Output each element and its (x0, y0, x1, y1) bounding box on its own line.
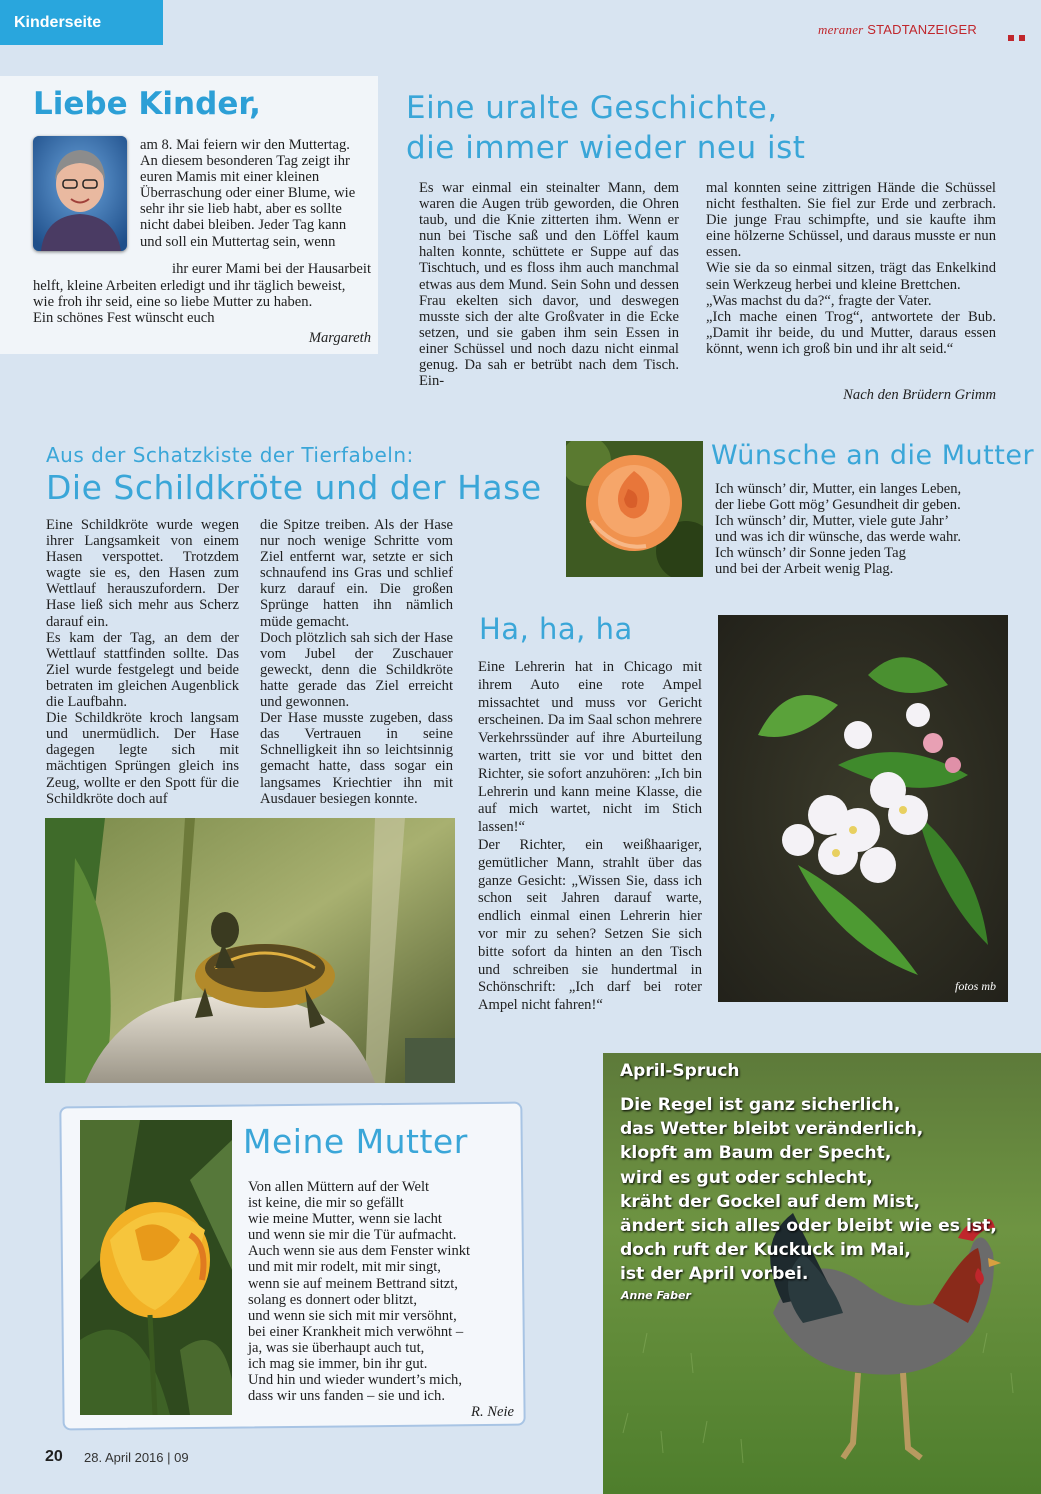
letter-line: wie froh ihr seid, eine so liebe Mutter zu haben. (33, 294, 313, 311)
fable-kicker: Aus der Schatzkiste der Tierfabeln: (46, 443, 414, 467)
letter-line: nicht dabei bleiben. Jeder Tag kann (140, 217, 347, 234)
poem-text: Von allen Müttern auf der Welt ist keine, die mir so gefällt wie meine Mutter, wenn sie lacht und wenn sie mir die Tür aufmacht. Auch wenn sie aus dem Fenster winkt und mit mir rodelt, mit mir singt, wenn sie auf meinem Bettrand sitzt, solang es donnert oder blitzt, und wenn sie sich mit mir versöhnt, bei einer Krankheit mich verwöhnt – ja, was sie überhaupt auch tut, ich mag sie immer, bin ihr gut. Und hin und wieder wundert’s mich, dass wir uns fanden – sie und ich. (248, 1179, 471, 1405)
story-column-2: mal konnten seine zittrigen Hände die Schüssel nicht festhalten. Sie fiel zur Erde und zerbrach. Die junge Frau schimpfte, und sie kaufte ihm eine hölzerne Schüssel, und daraus musste er nun essen. Wie sie da so einmal sitzen, trägt das Enkelkind sein Werkzeug herbei und kleine Brettchen. „Was machst du da?“, fragte der Vater. „Ich mache einen Trog“, antwortete der Bub. „Damit ihr beide, du und Mutter, daraus essen könnt, wenn ich groß bin und ihr alt seid.“ (706, 180, 996, 357)
fable-column-2: die Spitze treiben. Als der Hase nur noch wenige Schritte vom Ziel entfernt war, setzte er sich schnaufend ins Gras und schlief kurz darauf ein. Die großen Sprünge hatten ihn nämlich müde gemacht. Doch plötzlich sah sich der Hase vom Jubel der Zuschauer geweckt, denn die Schildkröte hatte gerade das Ziel erreicht und gewonnen. Der Hase musste zugeben, dass das Vertrauen in seine Schnelligkeit ihn so leichtsinnig gemacht hatte, dass sogar ein langsames Kriechtier ihn mit Ausdauer besiegen konnte. (260, 517, 453, 807)
letter-line: Ein schönes Fest wünscht euch (33, 310, 215, 327)
portrait-photo (33, 136, 127, 251)
poem-author: R. Neie (471, 1404, 514, 1420)
logo-dots (1003, 28, 1025, 46)
letter-line: sehr ihr sie lieb habt, aber es sollte (140, 201, 342, 218)
apple-blossom-photo (718, 615, 1008, 1002)
story-credit: Nach den Brüdern Grimm (843, 387, 996, 403)
joke-title: Ha, ha, ha (479, 612, 633, 646)
turtle-photo (45, 818, 455, 1083)
poem-title: Meine Mutter (243, 1122, 468, 1161)
orange-rose-photo (566, 441, 703, 577)
story-title: Eine uralte Geschichte, die immer wieder neu ist (406, 90, 806, 166)
wishes-title: Wünsche an die Mutter (711, 440, 1035, 471)
letter-line: Überraschung oder einer Blume, wie (140, 185, 356, 202)
april-title: April-Spruch (620, 1061, 740, 1081)
wishes-poem: Ich wünsch’ dir, Mutter, ein langes Leben, der liebe Gott mög’ Gesundheit dir geben. Ich wünsch’ dir, Mutter, viele gute Jahr’ und was ich dir wünsche, das werde wahr. Ich wünsch’ dir Sonne jeden Tag und bei der Arbeit wenig Plag. (715, 481, 962, 578)
letter-line: euren Mamis mit einer kleinen (140, 169, 320, 186)
letter-signature: Margareth (308, 330, 371, 346)
section-tag (0, 0, 163, 45)
letter-line: am 8. Mai feiern wir den Muttertag. (140, 137, 350, 153)
joke-text: Eine Lehrerin hat in Chicago mit ihrem Auto eine rote Ampel missachtet und muss vor Gericht erscheinen. Da im Saal schon mehrere Verkehrssünder auf ihre Aburteilung warten, tritt sie vor und bittet den Richter, sie sofort anzuhören: „Ich bin Lehrerin und kann meine Klasse, die auf mich wartet, nicht im Stich lassen!“ Der Richter, ein weißhaariger, gemütlicher Mann, strahlt über das ganze Gesicht: „Wissen Sie, dass ich schon seit Jahren darauf warte, endlich einmal einen Lehrerin hier vor mir zu sehen? Setzen Sie sich bitte sofort da hinten an den Tisch und schreiben sie hundertmal in Schönschrift: „Ich darf bei roter Ampel nicht fahren!“ (478, 659, 702, 1014)
letter-text-full (33, 278, 373, 326)
april-poem: Die Regel ist ganz sicherlich, das Wetter bleibt veränderlich, klopft am Baum der Specht, wird es gut oder schlecht, kräht der Gockel auf dem Mist, ändert sich alles oder bleibt wie es ist, doch ruft der Kuckuck im Mai, ist der April vorbei. (620, 1095, 997, 1285)
photo-credit: fotos mb (954, 979, 996, 993)
letter-line: helft, kleine Arbeiten erledigt und ihr täglich beweist, (33, 278, 346, 294)
letter-line: und soll ein Muttertag sein, wenn (140, 233, 336, 250)
letter-title: Liebe Kinder, (33, 86, 261, 122)
issue-date: 28. April 2016 | 09 (84, 1450, 189, 1465)
section-label: Kinderseite (14, 14, 102, 31)
letter-text-right (140, 137, 371, 250)
april-author: Anne Faber (621, 1289, 691, 1302)
page-number: 20 (45, 1448, 63, 1465)
fable-title: Die Schildkröte und der Hase (46, 468, 542, 507)
letter-line: ihr eurer Mami bei der Hausarbeit (172, 261, 371, 277)
publication-logo: meraner STADTANZEIGER (817, 22, 977, 37)
fable-column-1: Eine Schildkröte wurde wegen ihrer Langsamkeit von einem Hasen verspottet. Trotzdem wagte sie es, den Hasen zum Wettlauf herauszufordern. Der Hase ließ sich mehr aus Scherz darauf ein. Es kam der Tag, an dem der Wettlauf stattfinden sollte. Das Ziel wurde festgelegt und beide betraten im gleichen Augenblick die Laufbahn. Die Schildkröte kroch langsam und unermüdlich. Der Hase dagegen legte sich mit mächtigen Sprüngen gleich ins Zeug, wollte er den Spott für die Schildkröte doch auf (46, 517, 239, 807)
story-column-1: Es war einmal ein steinalter Mann, dem waren die Augen trüb geworden, die Ohren taub, und die Knie zitterten ihm. Wenn er nun bei Tische saß und den Löffel kaum halten konnte, schüttete er Suppe auf das Tischtuch, und es floss ihm auch manchmal etwas aus dem Mund. Sein Sohn und dessen Frau ekelten sich davor, und deswegen musste sich der alte Großvater in die Ecke setzen, und sie gaben ihm sein Essen in einer Schüssel und noch dazu nicht einmal genug. Da sah er betrübt nach dem Tisch. Ein- (419, 180, 679, 390)
letter-line: An diesem besonderen Tag zeigt ihr (140, 153, 350, 170)
yellow-rose-photo (80, 1120, 232, 1415)
